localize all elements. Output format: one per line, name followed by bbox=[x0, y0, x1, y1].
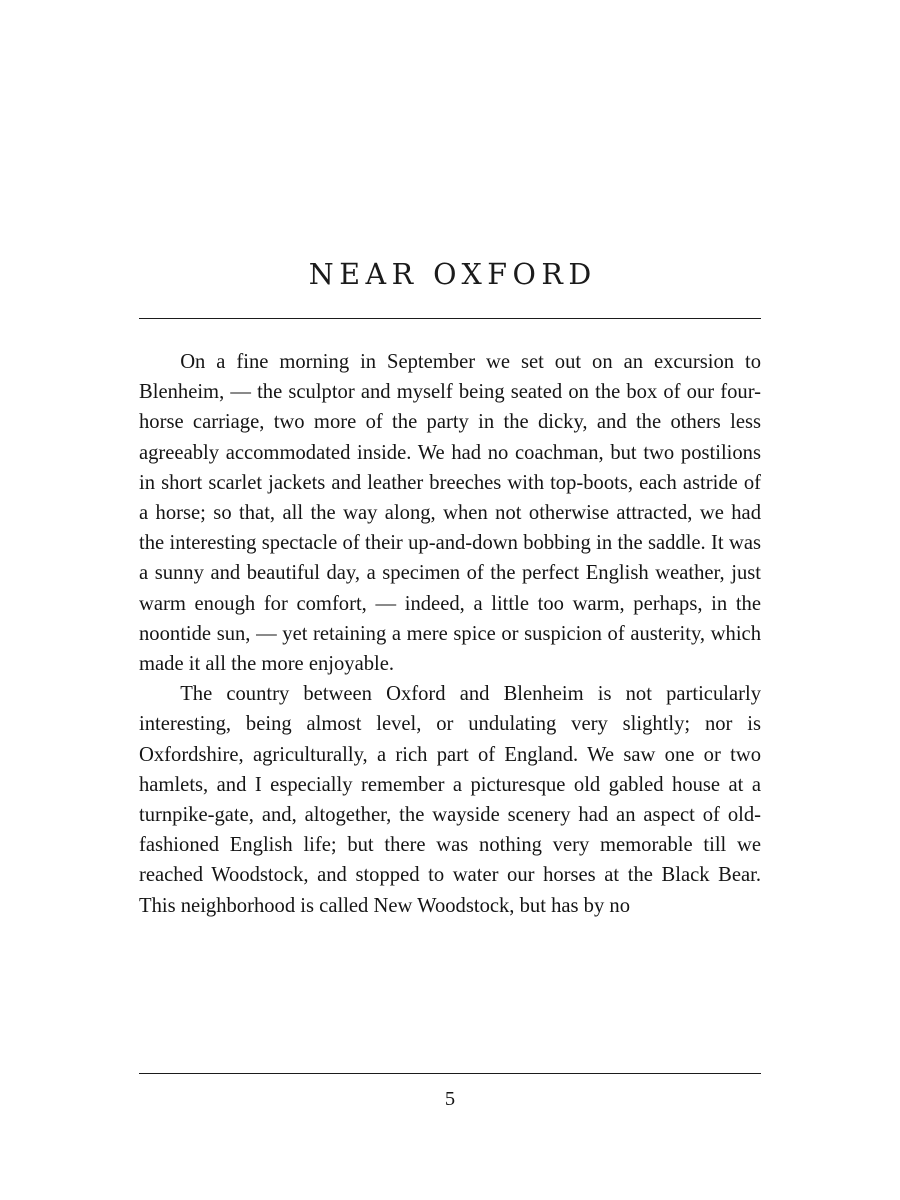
page-footer bbox=[139, 1073, 761, 1111]
page-number: 5 bbox=[444, 1088, 456, 1110]
paragraph-1: On a fine morning in September we set out on an excursion to Blenheim, — the sculptor and myself being seated on the box of our four-horse carriage, two more of the party in the dicky, and the others less agreeably accommodated inside. We had no coachman, but two postilions in short scarlet jackets and leather breeches with top-boots, each astride of a horse; so that, all the way along, when not otherwise attracted, we had the interesting spectacle of their up-and-down bobbing in the saddle. It was a sunny and beautiful day, a specimen of the perfect English weather, just warm enough for comfort, — indeed, a little too warm, perhaps, in the noontide sun, — yet retaining a mere spice or suspicion of austerity, which made it all the more enjoyable. bbox=[139, 351, 761, 676]
paragraph-2: The country between Oxford and Blenheim is not particularly interesting, being almost level, or undulating very slightly; nor is Oxfordshire, agriculturally, a rich part of England. We saw one or two hamlets, and I especially remember a picturesque old gabled house at a turnpike-gate, and, altogether, the wayside scenery had an aspect of old-fashioned English life; but there was nothing very memorable till we reached Woodstock, and stopped to water our horses at the Black Bear. This neighborhood is called New Woodstock, but has by no bbox=[139, 683, 761, 917]
header-divider bbox=[139, 318, 761, 319]
body-text bbox=[139, 327, 761, 921]
chapter-title: NEAR OXFORD bbox=[308, 258, 597, 291]
page-content bbox=[139, 0, 761, 1200]
